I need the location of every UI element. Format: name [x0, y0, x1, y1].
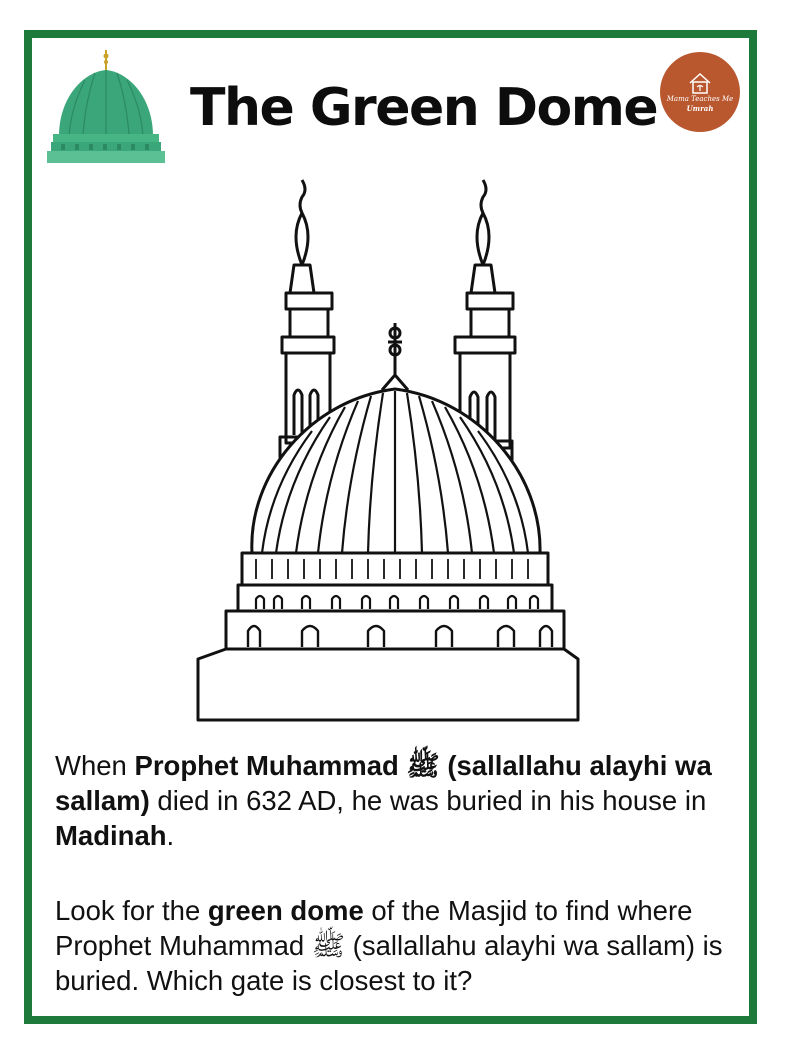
- dome-drum: [226, 553, 564, 649]
- logo-line2: Umrah: [686, 104, 714, 113]
- logo-line1: Mama Teaches Me: [666, 95, 734, 103]
- dome-coloring-illustration: [190, 175, 590, 725]
- para1-text2: died in 632 AD, he was buried in his house in: [149, 785, 707, 816]
- para1-text1: When: [55, 750, 135, 781]
- para2-text2: of the Masjid to find where Prophet Muhammad ﷺ (sallallahu alayhi wa sallam) is buried. Which gate is closest to it?: [55, 895, 723, 996]
- para2-bold1: green dome: [207, 895, 364, 926]
- paragraph-burial: [55, 748, 745, 853]
- brand-logo: [660, 52, 740, 132]
- para1-text3: .: [166, 820, 175, 851]
- dome-finial: [382, 323, 408, 390]
- para1-bold2: Madinah: [55, 820, 167, 851]
- dome-base: [198, 649, 578, 720]
- green-dome-icon: [45, 48, 167, 166]
- para2-text1: Look for the: [55, 895, 208, 926]
- para1-bold1: Prophet Muhammad ﷺ (sallallahu alayhi wa sallam): [55, 750, 712, 816]
- house-icon: [687, 71, 713, 95]
- page-title: The Green Dome: [190, 78, 658, 138]
- paragraph-question: [55, 893, 745, 998]
